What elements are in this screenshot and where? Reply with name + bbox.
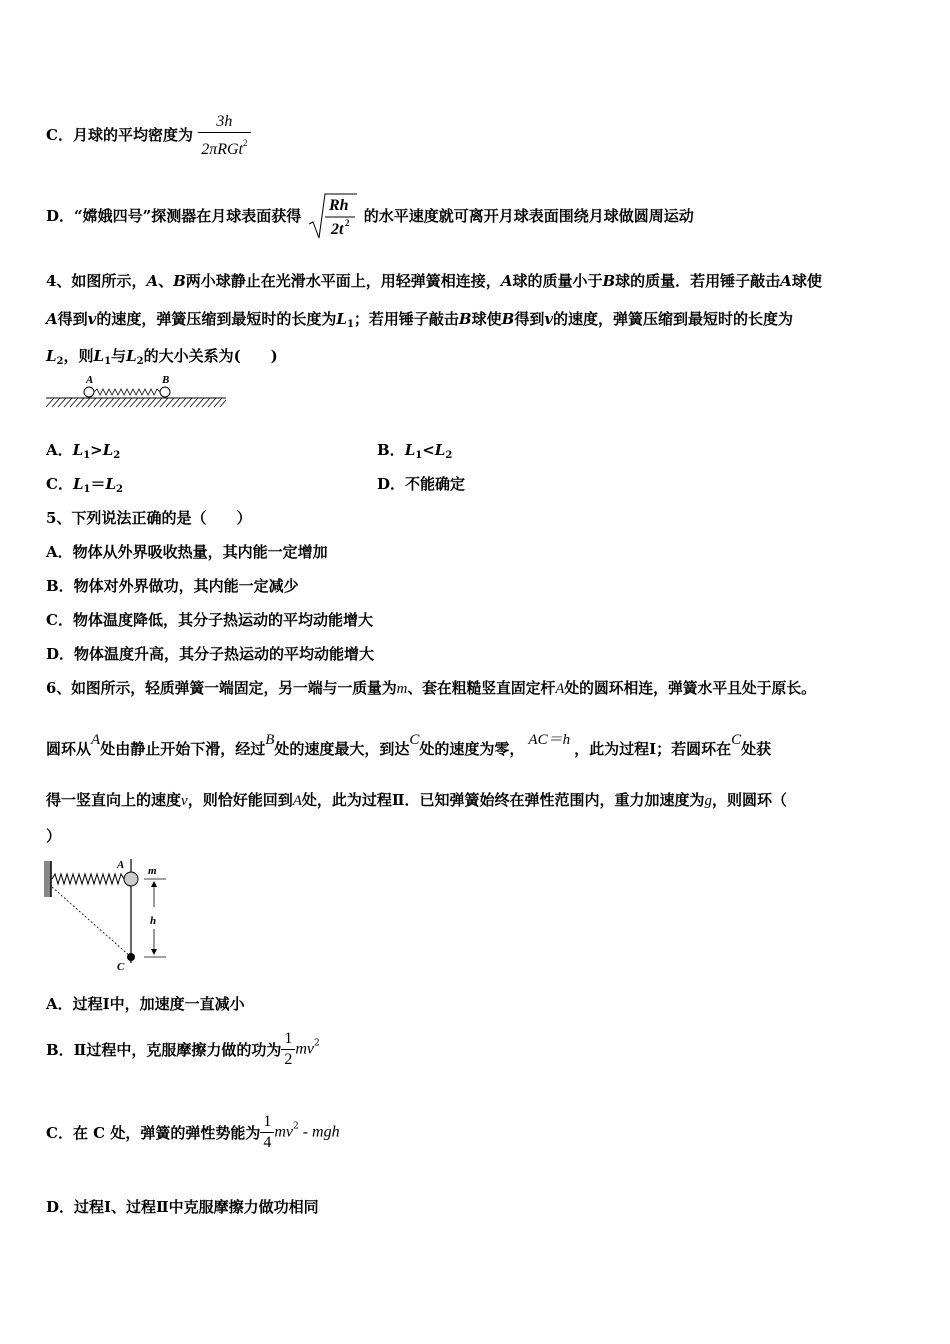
ball-a — [84, 387, 94, 397]
subscript: 2 — [136, 356, 144, 367]
var: A — [780, 272, 792, 290]
var: L — [126, 347, 137, 365]
text: 圆环从 — [46, 740, 92, 758]
text: 得到 — [57, 310, 88, 328]
text: ，则圆环（ — [712, 791, 788, 809]
subscript: 1 — [83, 450, 91, 461]
velocity-sqrt — [307, 192, 359, 242]
option-prefix: A． — [46, 441, 73, 459]
exponent: 2 — [313, 1038, 320, 1049]
text: ，此为过程Ⅰ；若圆环在 — [574, 740, 732, 758]
text: 球使 — [791, 272, 822, 290]
label-m: m — [148, 865, 157, 877]
var: g — [704, 793, 713, 809]
text: 6、如图所示，轻质弹簧一端固定，另一端与一质量为 — [46, 680, 397, 697]
option-text: C．在 C 处，弹簧的弹性势能为 — [46, 1124, 261, 1142]
var: m — [396, 681, 408, 697]
q3-option-d — [46, 192, 694, 242]
fraction-denominator — [198, 133, 250, 160]
q4-option-c — [46, 473, 123, 495]
q4-spring-figure — [44, 372, 228, 410]
expression-tail: - mgh — [298, 1123, 340, 1141]
subscript: 1 — [346, 319, 354, 330]
text: 球的质量．若用锤子敲击 — [615, 272, 781, 290]
q6-option-d: D．过程Ⅰ、过程Ⅱ中克服摩擦力做功相同 — [46, 1198, 319, 1216]
text: 处的圆环相连，弹簧水平且处于原长。 — [564, 680, 816, 697]
option-prefix: B． — [377, 441, 405, 459]
var: A — [292, 793, 302, 809]
option-prefix: C． — [46, 126, 73, 144]
text: 处的速度最大，到达 — [274, 740, 410, 758]
ring-at-a — [124, 872, 138, 886]
text: 得一竖直向上的速度 — [46, 791, 182, 809]
q4-stem-line3 — [46, 345, 278, 367]
dashed-spring-path — [52, 887, 131, 957]
q6-option-b — [46, 1029, 320, 1070]
q6-stem-line4: ） — [46, 827, 62, 845]
ball-b — [160, 387, 170, 397]
var: A — [500, 272, 513, 290]
text: 处由静止开始下滑，经过 — [100, 740, 266, 758]
text: 得到 — [514, 310, 545, 328]
subscript: 2 — [116, 484, 123, 495]
q5-option-a: A．物体从外界吸收热量，其内能一定增加 — [46, 543, 328, 561]
q5-option-d: D．物体温度升高，其分子热运动的平均动能增大 — [46, 645, 375, 663]
var: L — [93, 347, 105, 365]
text: 处，此为过程Ⅱ．已知弹簧始终在弹性范围内，重力加速度为 — [301, 791, 705, 809]
var: A — [91, 732, 101, 748]
q5-stem: 5、下列说法正确的是（ ） — [46, 509, 252, 527]
half-fraction — [281, 1029, 295, 1070]
var: C — [409, 732, 420, 748]
var: B — [501, 310, 515, 328]
text: ，则 — [63, 347, 94, 365]
operator: < — [422, 441, 435, 459]
q3-option-c — [46, 112, 251, 160]
den-exponent: 2 — [243, 138, 248, 148]
q6-stem-line1 — [46, 677, 816, 698]
var: L — [72, 475, 84, 493]
ground-hatch — [46, 398, 226, 407]
option-text: 不能确定 — [405, 475, 466, 493]
text: 、套在粗糙竖直固定杆 — [407, 680, 556, 697]
text: 处的速度为零， — [419, 740, 525, 758]
sqrt-sign-icon — [307, 192, 359, 242]
q6-stem-line2 — [46, 732, 772, 759]
option-text: 月球的平均密度为 — [72, 126, 193, 144]
option-prefix: D． — [46, 207, 75, 225]
var: v — [87, 310, 97, 328]
var: B — [173, 272, 186, 290]
option-text-after: 的水平速度就可离开月球表面围绕月球做圆周运动 — [363, 207, 694, 225]
var: B — [602, 272, 616, 290]
q4-option-d — [377, 473, 465, 494]
operator: > — [90, 441, 103, 459]
subscript: 1 — [83, 484, 91, 495]
fraction-numerator: 3h — [198, 112, 250, 133]
label-a: A — [117, 859, 125, 871]
spring-icon — [52, 874, 124, 884]
var: B — [458, 310, 472, 328]
q6-stem-line3 — [46, 789, 787, 810]
option-prefix: C． — [46, 475, 73, 493]
text: 球使 — [471, 310, 502, 328]
text: 的大小关系为( ) — [143, 347, 278, 365]
expression: mv — [274, 1123, 293, 1141]
var: L — [102, 441, 114, 459]
var: L — [404, 441, 416, 459]
var: L — [72, 441, 84, 459]
text: 4、如图所示， — [46, 272, 147, 290]
sqrt-den-exponent: 2 — [344, 218, 350, 228]
option-prefix: D． — [377, 475, 406, 493]
fraction-denominator: 4 — [263, 1134, 272, 1151]
q4-option-a — [46, 439, 120, 461]
quarter-fraction — [260, 1112, 274, 1153]
var: v — [544, 310, 554, 328]
var: L — [46, 347, 57, 365]
subscript: 2 — [56, 356, 64, 367]
den-base: 2πRGt — [201, 141, 243, 158]
arrow-down-icon — [151, 949, 157, 955]
text: 与 — [111, 347, 127, 365]
q6-option-a: A．过程Ⅰ中，加速度一直减小 — [46, 995, 245, 1013]
text: 两小球静止在光滑水平面上，用轻弹簧相连接， — [185, 272, 501, 290]
subscript: 2 — [113, 450, 121, 461]
text: 球的质量小于 — [512, 272, 603, 290]
label-b: B — [162, 374, 170, 386]
option-text: B．Ⅱ过程中，克服摩擦力做的功为 — [46, 1041, 282, 1059]
expression: mv — [295, 1040, 314, 1058]
var: A — [146, 272, 159, 290]
fraction-denominator: 2 — [284, 1051, 293, 1068]
text: 的速度，弹簧压缩到最短时的长度为 — [96, 310, 337, 328]
fraction-numerator: 1 — [281, 1029, 295, 1050]
sqrt-numerator: Rh — [328, 197, 349, 214]
operator: ＝ — [90, 475, 106, 493]
text: 的速度，弹簧压缩到最短时的长度为 — [553, 310, 794, 328]
option-text-before: “嫦娥四号”探测器在月球表面获得 — [74, 207, 302, 225]
var: v — [181, 793, 188, 809]
var: L — [434, 441, 446, 459]
q6-option-c — [46, 1112, 340, 1153]
var: L — [336, 310, 347, 328]
q4-option-b — [377, 439, 452, 461]
var: A — [555, 681, 565, 697]
subscript: 1 — [415, 450, 423, 461]
label-h: h — [150, 915, 157, 927]
text: ；若用锤子敲击 — [353, 310, 459, 328]
sqrt-denominator: 2t — [330, 221, 343, 238]
var: A — [46, 310, 58, 328]
text: 处获 — [741, 740, 772, 758]
subscript: 1 — [104, 356, 112, 367]
var: C — [731, 732, 742, 748]
q4-stem-line1 — [46, 270, 822, 291]
arrow-up-icon — [151, 881, 157, 887]
q6-ring-figure — [44, 857, 174, 977]
spring-icon — [94, 389, 160, 395]
text: 、 — [158, 272, 174, 290]
exponent: 2 — [292, 1121, 299, 1132]
text: ，则恰好能回到 — [187, 791, 293, 809]
var: L — [105, 475, 117, 493]
label-c: C — [117, 961, 125, 973]
subscript: 2 — [445, 450, 453, 461]
q4-stem-line2 — [46, 308, 793, 330]
q5-option-c: C．物体温度降低，其分子热运动的平均动能增大 — [46, 611, 373, 629]
wall — [44, 861, 51, 897]
ring-at-c — [127, 953, 135, 961]
equation: AC＝h — [528, 732, 571, 748]
q5-option-b: B．物体对外界做功，其内能一定减少 — [46, 577, 299, 595]
label-a: A — [86, 374, 94, 386]
var: B — [265, 732, 275, 748]
density-fraction — [198, 112, 250, 160]
fraction-numerator: 1 — [260, 1112, 274, 1133]
